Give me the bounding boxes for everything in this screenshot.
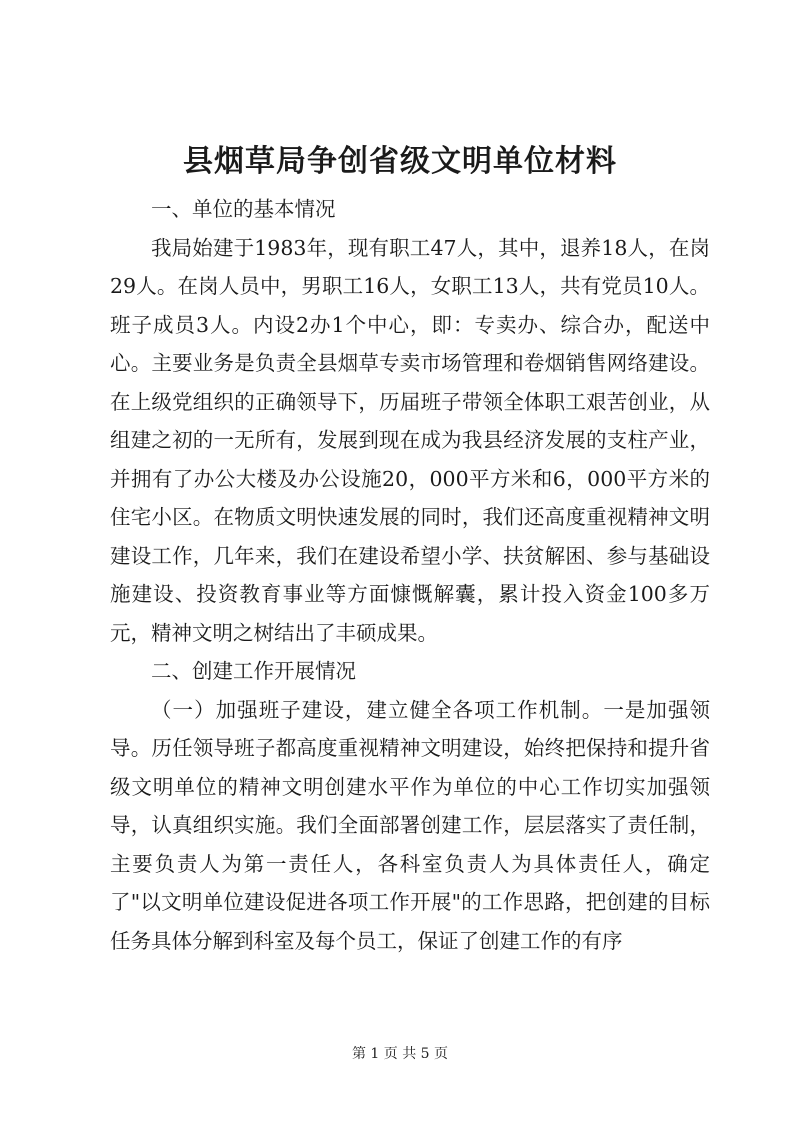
section-heading-basic-info: 一、单位的基本情况 — [151, 197, 336, 221]
document-title: 县烟草局争创省级文明单位材料 — [183, 144, 617, 179]
page-number-footer: 第 1 页 共 5 页 — [351, 1046, 449, 1062]
paragraph-leadership: （一）加强班子建设，建立健全各项工作机制。一是加强领导。历任领导班子都高度重视精神文明建设，始终把保持和提升省级文明单位的精神文明创建水平作为单位的中心工作切实加强领导，认真组织实施。我们全面部署创建工作，层层落实了责任制，主要负责人为第一责任人，各科室负责人为具体责任人，确定了"以文明单位建设促进各项工作开展"的工作思路，把创建的目标任务具体分解到科室及每个员工，保证了创建工作的有序 — [110, 697, 710, 953]
section-heading-work-progress: 二、创建工作开展情况 — [151, 659, 356, 683]
paragraph-basic-info: 我局始建于1983年，现有职工47人，其中，退养18人，在岗29人。在岗人员中，男职工16人，女职工13人，共有党员10人。班子成员3人。内设2办1个中心，即：专卖办、综合办，配送中心。主要业务是负责全县烟草专卖市场管理和卷烟销售网络建设。在上级党组织的正确领导下，历届班子带领全体职工艰苦创业，从组建之初的一无所有，发展到现在成为我县经济发展的支柱产业，并拥有了办公大楼及办公设施20，000平方米和6，000平方米的住宅小区。在物质文明快速发展的同时，我们还高度重视精神文明建设工作，几年来，我们在建设希望小学、扶贫解困、参与基础设施建设、投资教育事业等方面慷慨解囊，累计投入资金100多万元，精神文明之树结出了丰硕成果。 — [110, 235, 710, 645]
document-body — [110, 190, 710, 960]
